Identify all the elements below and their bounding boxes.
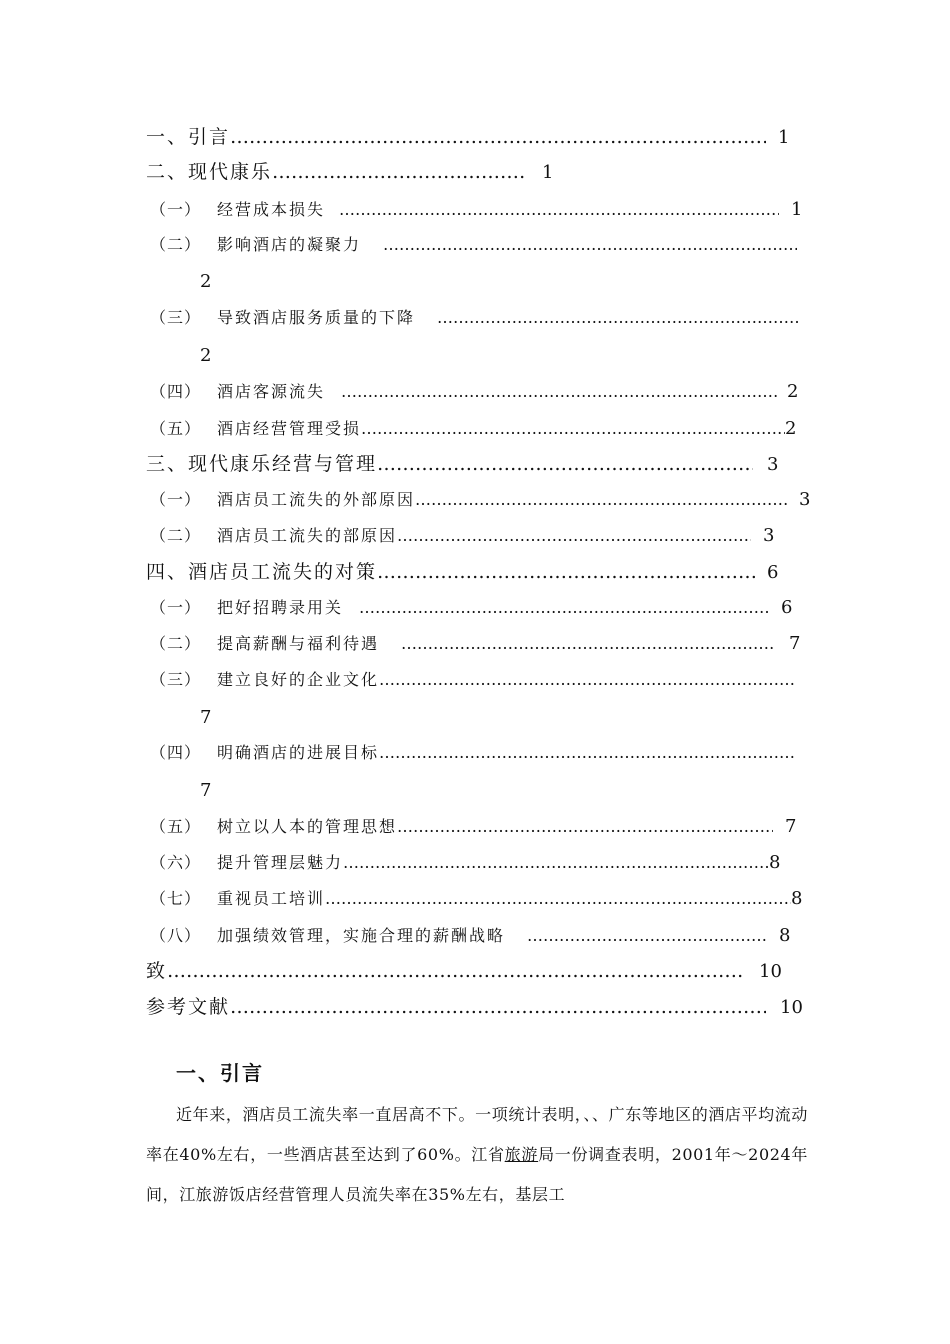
toc-entry-title: 加强绩效管理，实施合理的薪酬战略 — [217, 926, 506, 945]
toc-entry-4-1[interactable] — [150, 599, 792, 617]
toc-entry-management[interactable] — [146, 455, 778, 474]
toc-entry-intro[interactable] — [146, 128, 789, 147]
toc-page-number: 2 — [787, 381, 799, 402]
toc-leader-dots — [361, 421, 785, 437]
toc-leader-dots — [377, 455, 753, 474]
toc-page-number: 7 — [785, 816, 797, 837]
toc-page-number-wrapped: 7 — [200, 780, 212, 801]
toc-leader-dots — [397, 819, 773, 835]
toc-leader-dots — [341, 384, 777, 400]
toc-entry-modern-recreation[interactable] — [146, 163, 553, 182]
toc-entry-4-5[interactable] — [150, 818, 796, 836]
toc-leader-dots — [230, 998, 766, 1017]
toc-leader-dots — [339, 202, 779, 218]
toc-leader-dots — [230, 128, 766, 147]
paragraph-text: 近年来，酒店员工流失率一直居高不下。一项统计表明，、、广东等地区的酒店平均流动率在40%左右，一些酒店甚至达到了60%。江省 — [146, 1105, 808, 1164]
toc-entry-title: 重视员工培训 — [217, 889, 326, 908]
toc-entry-title: 酒店员工流失的部原因 — [217, 526, 398, 545]
toc-entry-title: 一、引言 — [146, 126, 231, 148]
toc-leader-dots — [379, 672, 795, 688]
toc-entry-3-2[interactable] — [150, 527, 774, 545]
toc-entry-number: （二） — [150, 526, 202, 545]
toc-leader-dots — [377, 563, 755, 582]
toc-entry-4-4[interactable] — [150, 745, 795, 761]
toc-entry-2-2[interactable] — [150, 237, 797, 253]
toc-entry-number: （二） — [150, 235, 202, 254]
toc-entry-title: 参考文献 — [146, 996, 231, 1018]
toc-leader-dots — [379, 745, 795, 761]
toc-entry-number: （三） — [150, 308, 202, 327]
toc-entry-countermeasures[interactable] — [146, 563, 778, 582]
toc-entry-4-3[interactable] — [150, 672, 795, 688]
toc-page-number: 8 — [791, 888, 803, 909]
toc-entry-title: 把好招聘录用关 — [217, 598, 344, 617]
toc-entry-number: （一） — [150, 200, 202, 219]
toc-entry-2-4[interactable] — [150, 383, 798, 401]
toc-page-number-wrapped: 2 — [200, 271, 212, 292]
toc-entry-number: （一） — [150, 598, 202, 617]
toc-entry-title: 提高薪酬与福利待遇 — [217, 634, 380, 653]
toc-entry-number: （二） — [150, 634, 202, 653]
toc-leader-dots — [415, 492, 789, 508]
toc-page-number: 8 — [779, 925, 791, 946]
toc-entry-number: （八） — [150, 926, 202, 945]
toc-leader-dots — [325, 891, 791, 907]
toc-leader-dots — [359, 600, 771, 616]
toc-entry-title: 二、现代康乐 — [146, 161, 273, 183]
toc-entry-number: （七） — [150, 889, 202, 908]
toc-entry-title: 酒店客源流失 — [217, 382, 326, 401]
toc-entry-4-8[interactable] — [150, 927, 790, 945]
toc-page-number: 3 — [799, 489, 811, 510]
toc-leader-dots — [343, 855, 769, 871]
toc-leader-dots — [527, 928, 767, 944]
toc-entry-4-6[interactable] — [150, 854, 780, 872]
toc-entry-title: 提升管理层魅力 — [217, 853, 344, 872]
toc-leader-dots — [397, 528, 751, 544]
toc-leader-dots — [167, 962, 745, 981]
toc-entry-acknowledgement[interactable] — [146, 962, 782, 981]
toc-page-number: 8 — [769, 852, 781, 873]
toc-entry-number: （六） — [150, 853, 202, 872]
toc-page-number: 3 — [763, 525, 775, 546]
toc-entry-title: 经营成本损失 — [217, 200, 326, 219]
toc-page-number: 1 — [778, 126, 790, 148]
toc-entry-title: 影响酒店的凝聚力 — [217, 235, 362, 254]
toc-page-number: 6 — [767, 561, 779, 583]
toc-page-number: 10 — [759, 960, 782, 982]
toc-leader-dots — [383, 237, 797, 253]
toc-entry-number: （四） — [150, 743, 202, 762]
toc-entry-title: 树立以人本的管理思想 — [217, 817, 398, 836]
toc-page-number-wrapped: 2 — [200, 345, 212, 366]
toc-entry-number: （三） — [150, 670, 202, 689]
underlined-word: 旅游 — [504, 1145, 539, 1164]
toc-page-number: 6 — [781, 597, 793, 618]
toc-entry-number: （四） — [150, 382, 202, 401]
toc-leader-dots — [401, 636, 775, 652]
toc-entry-2-3[interactable] — [150, 310, 799, 326]
toc-entry-2-1[interactable] — [150, 201, 802, 219]
toc-entry-3-1[interactable] — [150, 491, 810, 509]
toc-page-number: 1 — [542, 161, 554, 183]
toc-entry-title: 致 — [146, 960, 168, 982]
toc-entry-number: （一） — [150, 490, 202, 509]
toc-leader-dots — [272, 163, 526, 182]
toc-entry-title: 建立良好的企业文化 — [217, 670, 380, 689]
toc-page-number-wrapped: 7 — [200, 707, 212, 728]
body-paragraph — [146, 1095, 808, 1215]
toc-entry-title: 四、酒店员工流失的对策 — [146, 561, 378, 583]
toc-page-number: 10 — [780, 996, 803, 1018]
toc-entry-title: 酒店员工流失的外部原因 — [217, 490, 416, 509]
toc-entry-number: （五） — [150, 419, 202, 438]
toc-page-number: 1 — [791, 199, 803, 220]
toc-entry-4-7[interactable] — [150, 890, 802, 908]
toc-entry-title: 酒店经营管理受损 — [217, 419, 362, 438]
toc-entry-title: 三、现代康乐经营与管理 — [146, 453, 378, 475]
toc-page-number: 7 — [789, 633, 801, 654]
toc-entry-number: （五） — [150, 817, 202, 836]
toc-entry-4-2[interactable] — [150, 635, 800, 653]
toc-page-number: 3 — [767, 453, 779, 475]
toc-entry-title: 导致酒店服务质量的下降 — [217, 308, 416, 327]
toc-entry-2-5[interactable] — [150, 420, 796, 438]
toc-entry-references[interactable] — [146, 998, 803, 1017]
toc-page-number: 2 — [785, 418, 797, 439]
toc-leader-dots — [437, 310, 799, 326]
section-heading: 一、引言 — [176, 1061, 264, 1085]
paragraph-text: 局一份调查表明，2001年～2024年间，江旅游饭店经营管理人员流失率在35%左右，基层工 — [146, 1145, 808, 1204]
toc-entry-title: 明确酒店的进展目标 — [217, 743, 380, 762]
